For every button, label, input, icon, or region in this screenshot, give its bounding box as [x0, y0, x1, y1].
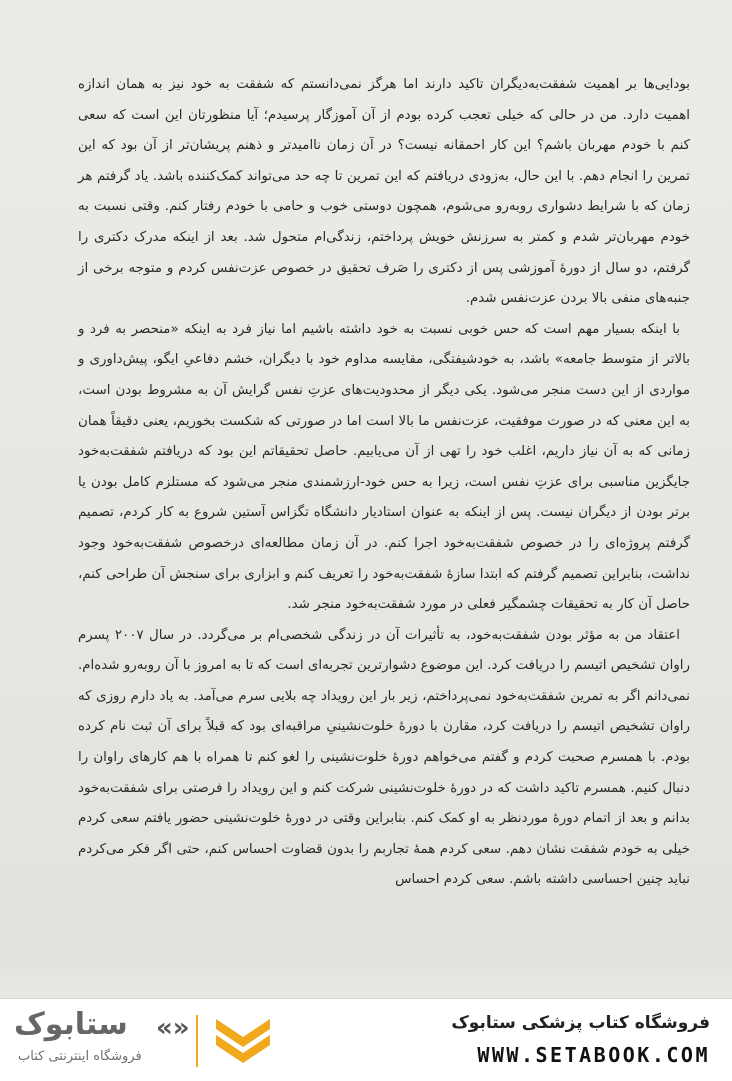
- logo-tagline: فروشگاه اینترنتی کتاب: [18, 1049, 142, 1064]
- shop-name: فروشگاه کتاب پزشکی ستابوک: [451, 1013, 710, 1033]
- shop-url[interactable]: WWW.SETABOOK.COM: [477, 1043, 710, 1067]
- setabook-logo-icon: [212, 1013, 274, 1069]
- body-text: [78, 70, 690, 896]
- logo-wordmark: ستابوک: [14, 1007, 128, 1042]
- logo-arrows-icon: «»: [156, 1013, 190, 1043]
- paragraph-1: بودایی‌ها بر اهمیت شفقت‌به‌دیگران تاکید دارند اما هرگز نمی‌دانستم که شفقت به خود نیز به همان اندازه اهمیت دارد. من در حالی که خیلی تعجب کرده بودم از آن آموزگار پرسیدم؛ آیا منظورتان این است که سعی کنم با خودم مهربان باشم؟ این کار احمقانه نیست؟ در آن زمان ناامیدتر و ذهنم پریشان‌تر از آن بود که این تمرین را انجام دهم. با این حال، به‌زودی دریافتم که این تمرین تا چه حد می‌تواند کمک‌کننده باشد. یاد گرفتم هر زمان که با شرایط دشواری روبه‌رو می‌شوم، همچون دوستی خوب و حامی با خودم رفتار کنم. وقتی نسبت به خودم مهربان‌تر شدم و کمتر به سرزنش خویش پرداختم، زندگی‌ام متحول شد. بعد از اینکه مدرک دکتری را گرفتم، دو سال از دورهٔ آموزشی پس از دکتری را صَرف تحقیق در خصوص عزت‌نفس کردم و متوجه برخی از جنبه‌های منفی بالا بردن عزت‌نفس شدم.: [78, 77, 690, 307]
- paragraph-3: اعتقاد من به مؤثر بودن شفقت‌به‌خود، به تأثیرات آن در زندگی شخصی‌ام بر می‌گردد. در سال ۲۰۰۷ پسرم راوان تشخیص اتیسم را دریافت کرد. این موضوع دشوارترین تجربه‌ای است که تا به امروز با آن روبه‌رو شده‌ام. نمی‌دانم اگر به تمرین شفقت‌به‌خود نمی‌پرداختم، زیر بار این رویداد چه بلایی سرم می‌آمد. به یاد دارم روزی که راوان تشخیص اتیسم را دریافت کرد، مقارن با دورهٔ خلوت‌نشینیِ مراقبه‌ای بود که قبلاً برای آن ثبت نام کرده بودم. با همسرم صحبت کردم و گفتم می‌خواهم دورهٔ خلوت‌نشینی را لغو کنم تا همراه با هم کارهای راوان را دنبال کنیم. همسرم تاکید داشت که در دورهٔ خلوت‌نشینی شرکت کنم و این رویداد را فرصتی برای شفقت‌به‌خود بدانم و بعد از اتمام دورهٔ موردنظر به او کمک کنم. بنابراین وقتی در دورهٔ خلوت‌نشینی حضور یافتم سعی کردم خیلی به خودم شفقت نشان دهم. سعی کردم همهٔ تجاربم را بدون قضاوت احساس کنم، حتی اگر فکر می‌کردم نباید چنین احساسی داشته باشم. سعی کردم احساس: [78, 627, 690, 888]
- paragraph-2: با اینکه بسیار مهم است که حس خوبی نسبت به خود داشته باشیم اما نیاز فرد به اینکه «منحصر به فرد و بالاتر از متوسط جامعه» باشد، به خودشیفتگی، مقایسه مداوم خود با دیگران، خشم دفاعیِ ایگو، پیش‌داوری و مواردی از این دست منجر می‌شود. یکی دیگر از محدودیت‌های عزتِ نفس گرایش آن به مشروط بودن است، به این معنی که در صورت موفقیت، عزت‌نفس ما بالا است اما در صورتی که شکست بخوریم، یعنی دقیقاً همان زمانی که به آن نیاز داریم، اغلب خود را تهی از آن می‌یابیم. حاصل تحقیقاتم این بود که دریافتم شفقت‌به‌خود جایگزین مناسبی برای عزتِ نفس است، زیرا به حس خود-ارزشمندی منجر می‌شود که مستلزم کامل بودن یا برتر بودن از دیگران نیست. پس از اینکه به عنوان استادیار دانشگاه تگزاس آستین شروع به کار کردم، تصمیم گرفتم پروژه‌ای را در خصوص شفقت‌به‌خود اجرا کنم. در آن زمان مطالعه‌ای درخصوص شفقت‌به‌خود وجود نداشت، بنابراین تصمیم گرفتم که ابتدا سازهٔ شفقت‌به‌خود را تعریف کنم و ابزاری برای سنجش آن طراحی کنم، حاصل آن کار به تحقیقات چشمگیر فعلی در مورد شفقت‌به‌خود منجر شد.: [78, 321, 690, 613]
- page-cutoff-fade: [0, 965, 732, 998]
- watermark-banner: [0, 998, 732, 1081]
- logo-divider: [196, 1015, 198, 1067]
